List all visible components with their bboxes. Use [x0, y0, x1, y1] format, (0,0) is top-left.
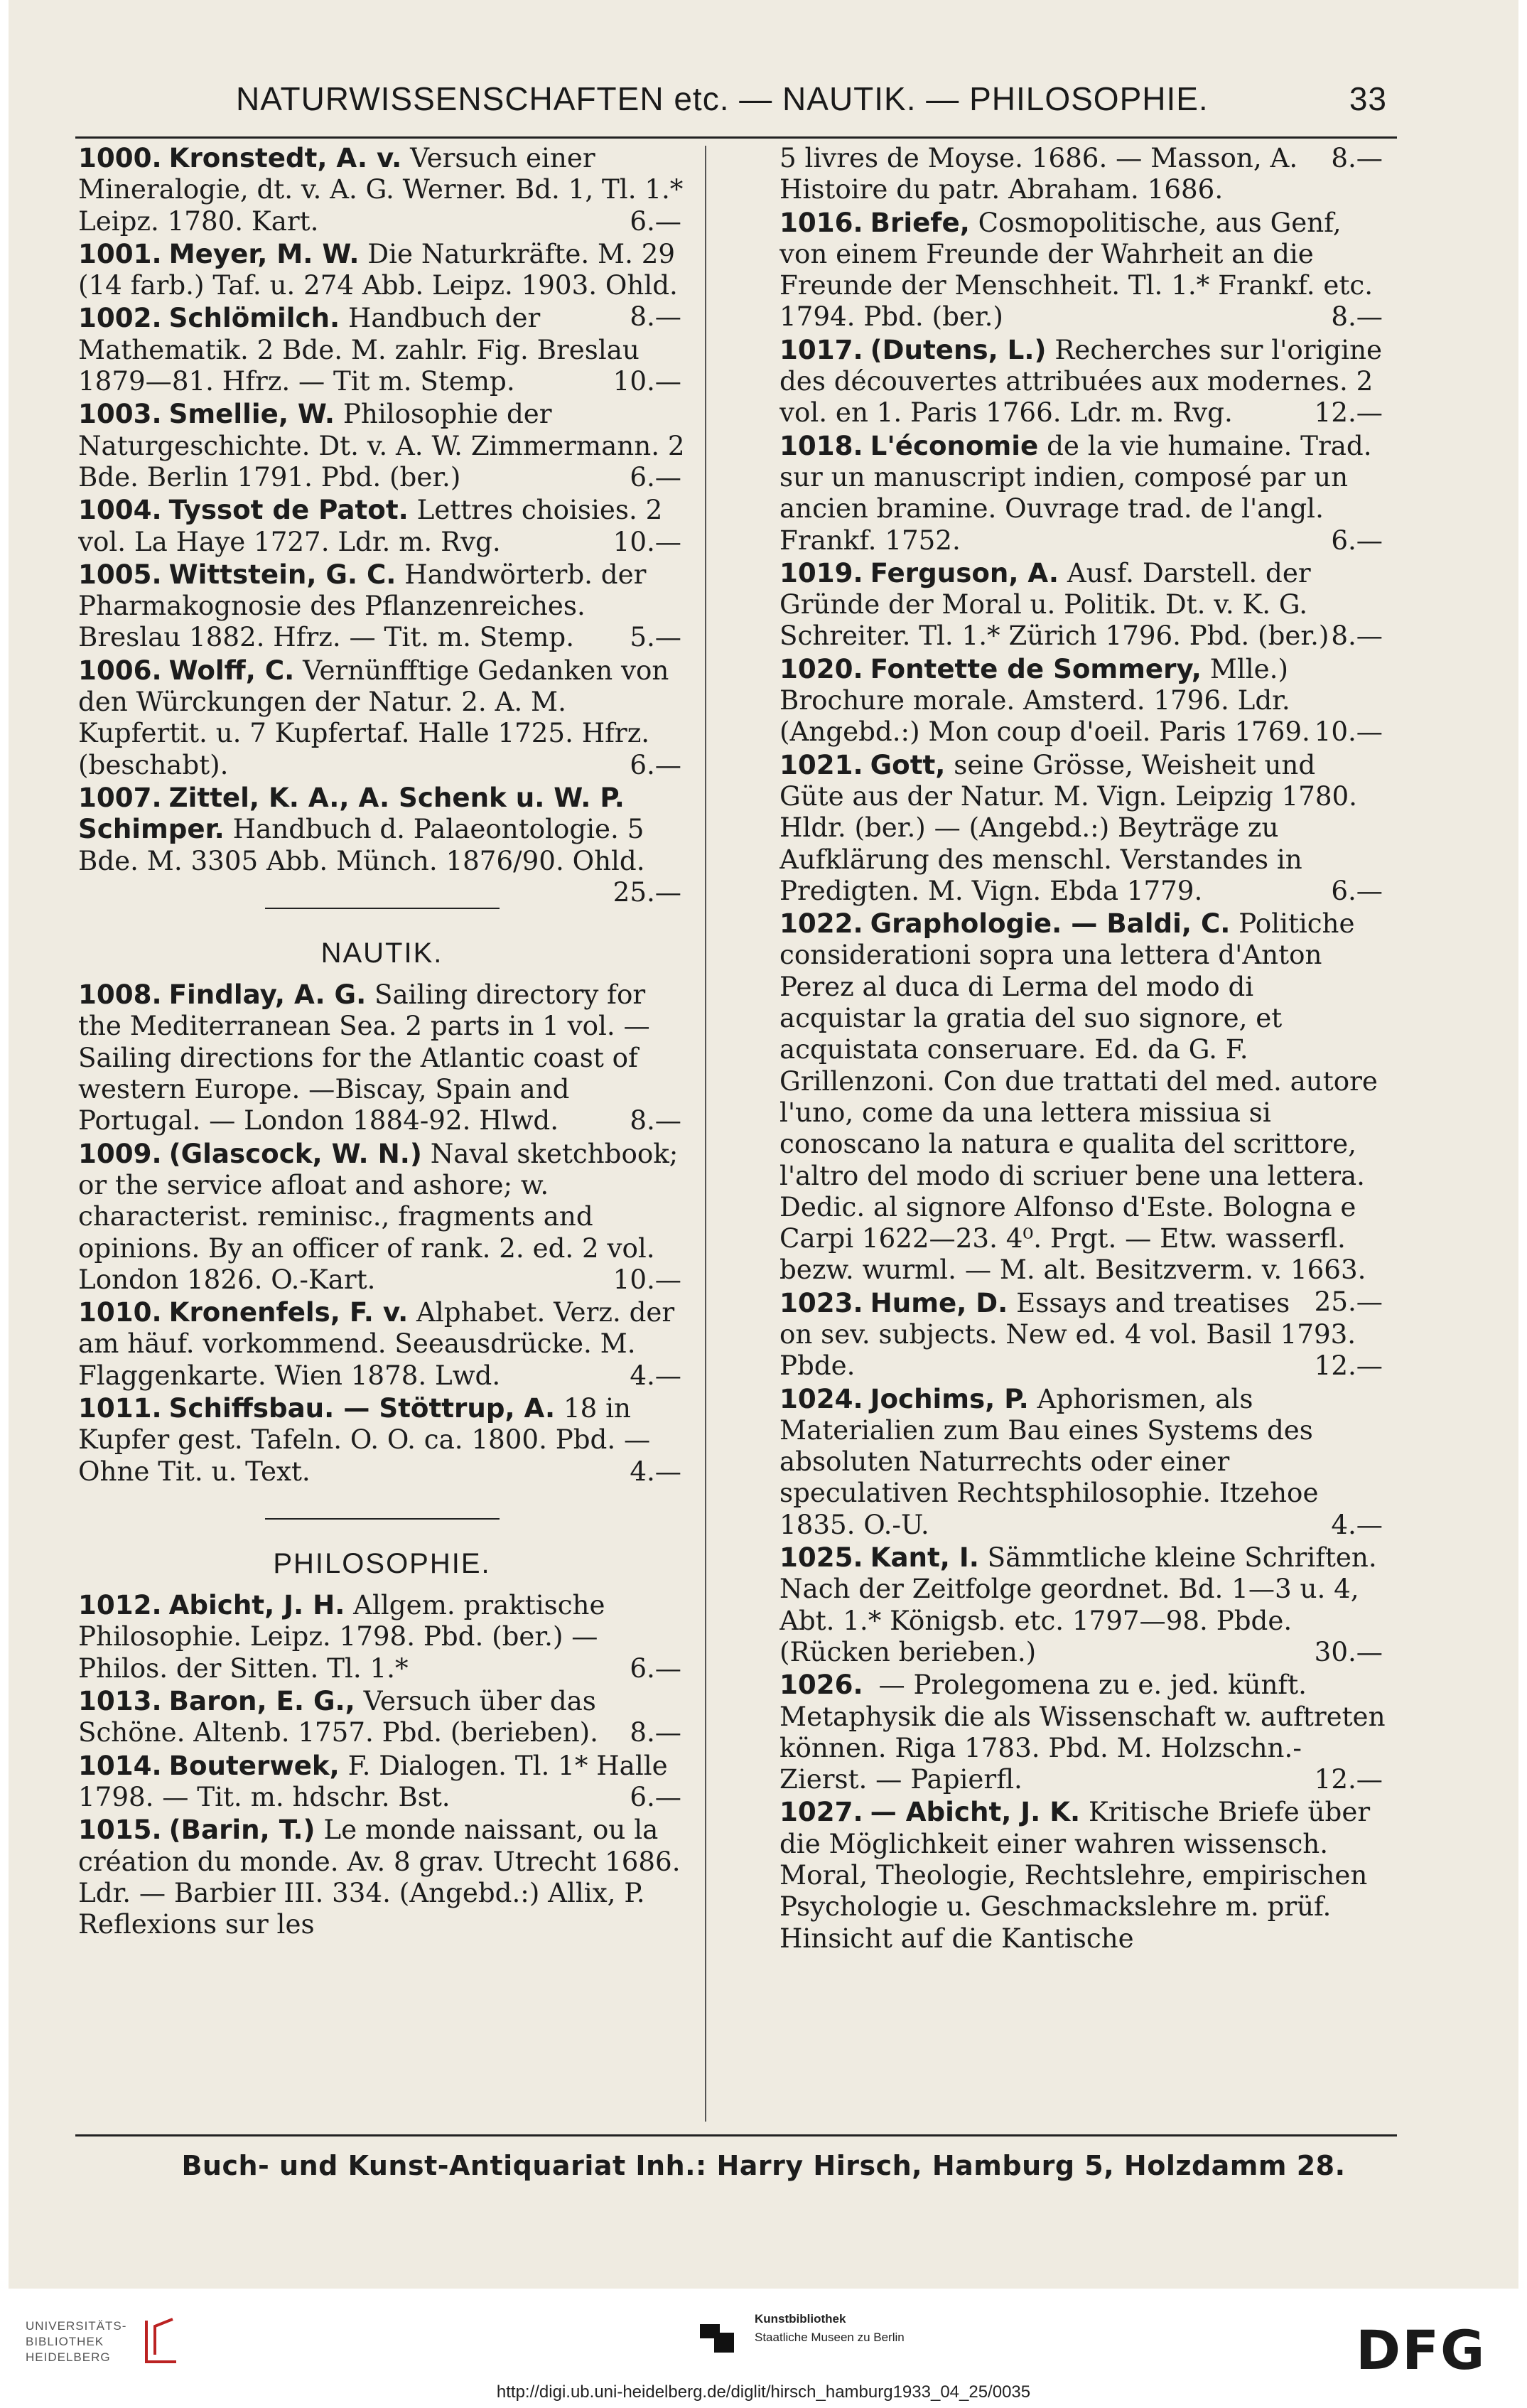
entry-text: F. Dialogen. Tl. 1* Halle 1798. — Tit. m. hdschr. Bst. [78, 1749, 668, 1812]
entry-author: Wolff, C. [168, 654, 295, 686]
entry-number: 1019. [779, 557, 863, 588]
kunstbibliothek-logo [755, 2310, 905, 2347]
entry-author: Hume, D. [870, 1286, 1008, 1318]
entry-author: (Dutens, L.) [870, 333, 1047, 365]
entry-author: Smellie, W. [168, 398, 335, 430]
entry-price: 6.— [630, 1780, 681, 1812]
catalog-entry [779, 557, 1387, 652]
entry-author: Kronenfels, F. v. [168, 1296, 409, 1328]
entry-price: 6.— [1331, 874, 1383, 906]
entry-price: 12.— [1314, 397, 1383, 429]
entry-number: 1010. [78, 1296, 162, 1328]
ub-logo-line: BIBLIOTHEK [26, 2335, 104, 2348]
entry-text: Alphabet. Verz. der am häuf. vorkommend. Seeausdrücke. M. Flaggenkarte. Wien 1878. Lwd. [78, 1296, 675, 1391]
catalog-entry [78, 1296, 686, 1391]
kb-sub: Staatliche Museen zu Berlin [755, 2331, 905, 2344]
entry-number: 1023. [779, 1286, 863, 1318]
column-divider [705, 146, 706, 2122]
entry-author: Meyer, M. W. [168, 237, 360, 269]
entry-text: Mlle.) Brochure morale. Amsterd. 1796. Ldr. (Angebd.:) Mon coup d'oeil. Paris 1769. [779, 652, 1310, 748]
entry-author: Kronstedt, A. v. [168, 142, 402, 173]
entry-price: 10.— [613, 365, 681, 397]
catalog-entry [78, 1685, 686, 1748]
section-heading-nautik: NAUTIK. [320, 937, 443, 969]
catalog-entry [78, 398, 686, 493]
entry-text: Die Naturkräfte. M. 29 (14 farb.) Taf. u. 274 Abb. Leipz. 1903. Ohld. [78, 237, 678, 301]
entry-text: Sailing directory for the Mediterranean Sea. 2 parts in 1 vol. — Sailing directions for the Atlantic coast of western Europe. —Biscay, Spain and Portugal. — London 1884-92. Hlwd. [78, 979, 650, 1136]
entry-author: — Abicht, J. K. [870, 1796, 1081, 1828]
page-header [236, 80, 1387, 129]
entry-price: 8.— [1331, 301, 1383, 333]
entry-text: Cosmopolitische, aus Genf, von einem Freunde der Wahrheit an die Freunde der Menschheit. Tl. 1.* Frankf. etc. 1794. Pbd. (ber.) [779, 206, 1374, 333]
entry-price: 12.— [1314, 1763, 1383, 1795]
footer-rule [75, 2134, 1397, 2136]
catalog-entry [78, 1814, 686, 1940]
entry-price: 8.— [630, 1104, 681, 1136]
entry-text: Vernünfftige Gedanken von den Würckungen der Natur. 2. A. M. Kupfertit. u. 7 Kupfertaf. Halle 1725. Hfrz. (beschabt). [78, 654, 669, 780]
entry-text: Versuch einer Mineralogie, dt. v. A. G. Werner. Bd. 1, Tl. 1.* Leipz. 1780. Kart. [78, 142, 684, 237]
entry-author: Gott, [870, 748, 946, 780]
entry-number: 1018. [779, 429, 863, 461]
entry-number: 1026. [779, 1669, 863, 1701]
entry-price: 4.— [630, 1455, 681, 1487]
entry-author: Fontette de Sommery, [870, 652, 1202, 684]
source-url[interactable]: http://digi.ub.uni-heidelberg.de/diglit/hirsch_hamburg1933_04_25/0035 [496, 2382, 1031, 2402]
catalog-list-natur [78, 142, 686, 908]
catalog-entry [779, 1796, 1387, 1953]
entry-text: Handbuch d. Palaeontologie. 5 Bde. M. 3305 Abb. Münch. 1876/90. Ohld. [78, 813, 645, 876]
entry-price: 6.— [630, 748, 681, 780]
entry-number: 1006. [78, 654, 162, 686]
entry-text: Allgem. praktische Philosophie. Leipz. 1798. Pbd. (ber.) — Philos. der Sitten. Tl. 1.* [78, 1589, 605, 1684]
entry-text: Ausf. Darstell. der Gründe der Moral u. Politik. Dt. v. K. G. Schreiter. Tl. 1.* Zürich 1796. Pbd. (ber.) [779, 557, 1329, 652]
catalog-entry [779, 1542, 1387, 1667]
entry-text: Handbuch der Mathematik. 2 Bde. M. zahlr. Fig. Breslau 1879—81. Hfrz. — Tit m. Stemp. [78, 302, 640, 397]
entry-author: L'économie [870, 429, 1039, 461]
entry-author: Bouterwek, [168, 1749, 340, 1781]
entry-text: Recherches sur l'origine des découvertes attribuées aux modernes. 2 vol. en 1. Paris 1766. Ldr. m. Rvg. [779, 333, 1383, 429]
catalog-entry-continuation [779, 142, 1387, 205]
catalog-entry [78, 655, 686, 780]
ub-logo-line: UNIVERSITÄTS- [26, 2319, 127, 2333]
running-title: NATURWISSENSCHAFTEN etc. — NAUTIK. — PHILOSOPHIE. [236, 80, 1209, 117]
entry-author: Abicht, J. H. [168, 1589, 345, 1621]
entry-text: — Prolegomena zu e. jed. künft. Metaphysik die als Wissenschaft w. auftreten können. Riga 1783. Pbd. M. Holzschn.-Zierst. — Papierfl. [779, 1669, 1386, 1795]
entry-text: Philosophie der Naturgeschichte. Dt. v. A. W. Zimmermann. 2 Bde. Berlin 1791. Pbd. (ber.) [78, 398, 685, 493]
entry-number: 1008. [78, 979, 162, 1011]
entry-text: Kritische Briefe über die Möglichkeit einer wahren wissensch. Moral, Theologie, Rechtslehre, empirischen Psychologie u. Geschmackslehre m. prüf. Hinsicht auf die Kantische [779, 1796, 1371, 1954]
catalog-entry [779, 430, 1387, 556]
entry-author: Ferguson, A. [870, 557, 1059, 588]
right-column [779, 142, 1387, 2118]
entry-number: 1013. [78, 1685, 162, 1717]
entry-author: Briefe, [870, 206, 970, 238]
entry-author: Schlömilch. [168, 302, 340, 334]
entry-text: Handwörterb. der Pharmakognosie des Pflanzenreiches. Breslau 1882. Hfrz. — Tit. m. Stemp. [78, 558, 647, 653]
entry-price: 6.— [630, 461, 681, 493]
entry-author: Jochims, P. [870, 1382, 1029, 1414]
catalog-list-right [779, 207, 1387, 1954]
ub-logo-line: HEIDELBERG [26, 2350, 111, 2364]
entry-text: Sämmtliche kleine Schriften. Nach der Zeitfolge geordnet. Bd. 1—3 u. 4, Abt. 1.* Königsb. etc. 1797—98. Pbde. (Rücken berieben.) [779, 1542, 1377, 1667]
entry-number: 1001. [78, 237, 162, 269]
entry-number: 1005. [78, 558, 162, 590]
catalog-entry [78, 559, 686, 653]
scanned-page [9, 0, 1518, 2289]
entry-price: 6.— [630, 205, 681, 237]
entry-price: 10.— [1314, 716, 1383, 748]
entry-author: Tyssot de Patot. [168, 494, 409, 526]
catalog-entry [78, 494, 686, 557]
entry-number: 1011. [78, 1392, 162, 1424]
entry-price: 4.— [1331, 1508, 1383, 1540]
entry-number: 1000. [78, 142, 162, 173]
entry-price: 12.— [1314, 1350, 1383, 1382]
entry-price: 6.— [630, 1652, 681, 1684]
catalog-entry [779, 334, 1387, 429]
ub-heidelberg-icon [141, 2313, 183, 2367]
entry-price: 8.— [1331, 620, 1383, 652]
entry-text: Le monde naissant, ou la création du monde. Av. 8 grav. Utrecht 1686. Ldr. — Barbier III. 334. (Angebd.:) Allix, P. Reflexions sur les [78, 1814, 681, 1940]
entry-price: 25.— [1314, 1285, 1383, 1317]
catalog-entry [78, 1589, 686, 1684]
entry-author: Findlay, A. G. [168, 979, 367, 1011]
section-separator [265, 908, 500, 909]
entry-number: 1007. [78, 781, 162, 813]
section-separator [265, 1518, 500, 1520]
entry-price: 25.— [613, 876, 681, 908]
catalog-entry [779, 207, 1387, 333]
entry-author: Kant, I. [870, 1542, 979, 1574]
catalog-entry [78, 1750, 686, 1813]
kb-name: Kunstbibliothek [755, 2312, 846, 2326]
entry-text: 5 livres de Moyse. 1686. — Masson, A. Histoire du patr. Abraham. 1686. [779, 142, 1298, 205]
entry-author: Graphologie. — Baldi, C. [870, 908, 1231, 940]
entry-author: (Barin, T.) [168, 1814, 315, 1846]
entry-price: 6.— [1331, 524, 1383, 556]
entry-number: 1021. [779, 748, 863, 780]
catalog-list-nautik [78, 979, 686, 1487]
entry-text: Naval sketchbook; or the service afloat and ashore; w. characterist. reminisc., fragments and opinions. By an officer of rank. 2. ed. 2 vol. London 1826. O.-Kart. [78, 1137, 679, 1295]
page-number: 33 [1349, 80, 1387, 117]
entry-author: Schiffsbau. — Stöttrup, A. [168, 1392, 556, 1424]
catalog-entry [779, 1287, 1387, 1382]
entry-text: Essays and treatises on sev. subjects. New ed. 4 vol. Basil 1793. Pbde. [779, 1286, 1356, 1382]
catalog-entry [78, 781, 686, 908]
entry-price: 30.— [1314, 1635, 1383, 1667]
catalog-entry [779, 1669, 1387, 1795]
catalog-entry [78, 1392, 686, 1487]
entry-number: 1027. [779, 1796, 863, 1828]
entry-text: Lettres choisies. 2 vol. La Haye 1727. Ldr. m. Rvg. [78, 494, 663, 557]
entry-number: 1016. [779, 206, 863, 238]
catalog-entry [78, 142, 686, 237]
catalog-list-philosophie [78, 1589, 686, 1940]
entry-number: 1012. [78, 1589, 162, 1621]
entry-text: seine Grösse, Weisheit und Güte aus der Natur. M. Vign. Leipzig 1780. Hldr. (ber.) — (Angebd.:) Beyträge zu Aufklärung des menschl. Verstandes in Predigten. M. Vign. Ebda 1779. [779, 748, 1357, 906]
entry-number: 1025. [779, 1542, 863, 1574]
entry-price: 8.— [1331, 142, 1383, 173]
entry-author: (Glascock, W. N.) [168, 1137, 422, 1169]
page-footer: Buch- und Kunst-Antiquariat Inh.: Harry Hirsch, Hamburg 5, Holzdamm 28. [181, 2150, 1346, 2181]
dfg-logo: DFG [1356, 2318, 1486, 2382]
entry-number: 1014. [78, 1749, 162, 1781]
entry-price: 10.— [613, 1263, 681, 1295]
entry-text: Versuch über das Schöne. Altenb. 1757. Pbd. (berieben). [78, 1685, 598, 1748]
entry-author: Baron, E. G., [168, 1685, 355, 1717]
kunstbibliothek-icon [700, 2318, 734, 2353]
entry-number: 1022. [779, 908, 863, 940]
header-rule [75, 136, 1397, 139]
entry-text: Aphorismen, als Materialien zum Bau eines Systems des absoluten Naturrechts oder einer speculativen Rechtsphilosophie. Itzehoe 1835. O.-U. [779, 1382, 1319, 1540]
entry-price: 10.— [613, 525, 681, 557]
entry-number: 1020. [779, 652, 863, 684]
entry-number: 1017. [779, 333, 863, 365]
catalog-entry [78, 979, 686, 1136]
ub-heidelberg-logo [26, 2318, 126, 2365]
entry-number: 1004. [78, 494, 162, 526]
entry-author: Wittstein, G. C. [168, 558, 396, 590]
entry-number: 1024. [779, 1382, 863, 1414]
catalog-entry [78, 1138, 686, 1295]
catalog-entry [779, 653, 1387, 748]
entry-price: 5.— [630, 621, 681, 653]
entry-number: 1015. [78, 1814, 162, 1846]
entry-number: 1003. [78, 398, 162, 430]
catalog-entry [779, 1383, 1387, 1540]
entry-text: de la vie humaine. Trad. sur un manuscript indien, composé par un ancien bramine. Ouvrage trad. de l'angl. Frankf. 1752. [779, 429, 1372, 556]
entry-number: 1002. [78, 302, 162, 334]
left-column [78, 142, 686, 2118]
entry-author: Zittel, K. A., A. Schenk u. W. P. Schimper. [78, 781, 625, 845]
entry-price: 8.— [630, 1716, 681, 1748]
entry-text: 18 in Kupfer gest. Tafeln. O. O. ca. 1800. Pbd. — Ohne Tit. u. Text. [78, 1392, 651, 1487]
entry-price: 4.— [630, 1359, 681, 1391]
entry-text: Politiche considerationi sopra una lettera d'Anton Perez al duca di Lerma del modo di acquistar la gratia del suo signore, et acquistata conseruare. Ed. da G. F. Grillenzoni. Con due trattati del med. autore l'uno, come da una lettera missiua si conoscano la natura e qualita del scrittore, l'altro del modo di scriuer bene una lettera. Dedic. al signore Alfonso d'Este. Bologna e Carpi 1622—23. 4⁰. Prgt. — Etw. wasserfl. bezw. wurml. — M. alt. Besitzverm. v. 1663. [779, 908, 1378, 1286]
catalog-entry [779, 749, 1387, 906]
entry-price: 8.— [630, 301, 681, 333]
catalog-entry [78, 302, 686, 397]
entry-number: 1009. [78, 1137, 162, 1169]
section-heading-philosophie: PHILOSOPHIE. [273, 1547, 491, 1579]
